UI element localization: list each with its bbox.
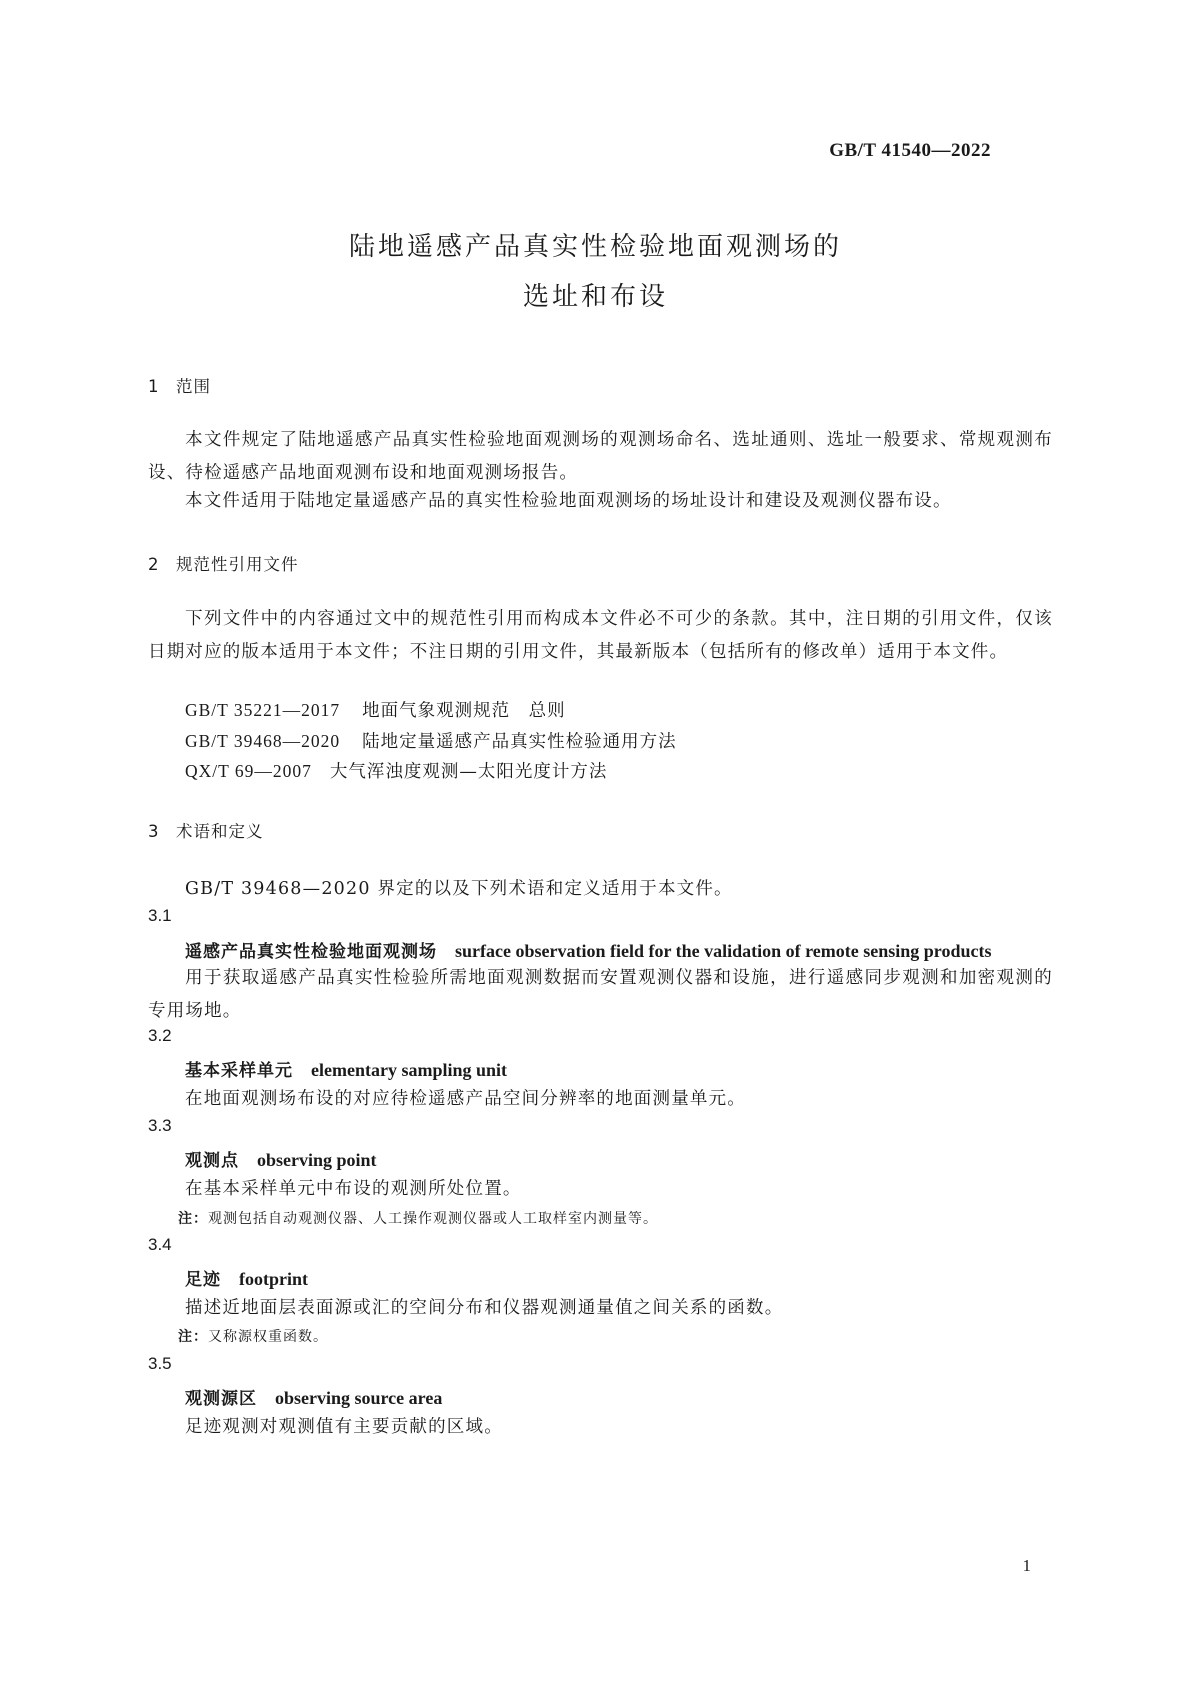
section-1-heading <box>148 373 211 397</box>
reference-code: GB/T 39468—2020 <box>185 731 341 751</box>
term-entry <box>185 937 991 962</box>
standard-number: GB/T 41540—2022 <box>829 140 991 161</box>
term-english: surface observation field for the validation of remote sensing products <box>455 941 992 961</box>
term-chinese: 观测点 <box>185 1151 239 1171</box>
page-number: 1 <box>1022 1556 1031 1575</box>
note-label: 注： <box>178 1329 208 1345</box>
reference-code: GB/T 35221—2017 <box>185 700 341 720</box>
term-english: footprint <box>239 1269 308 1289</box>
reference-title: 大气浑浊度观测—太阳光度计方法 <box>329 762 608 782</box>
section-title: 范围 <box>176 377 211 396</box>
document-title-line2: 选址和布设 <box>522 282 668 312</box>
clause-number: 3.4 <box>148 1235 172 1254</box>
term-definition: 用于获取遥感产品真实性检验所需地面观测数据而安置观测仪器和设施，进行遥感同步观测和加密观测的专用场地。 <box>148 968 1053 1021</box>
reference-title: 地面气象观测规范 总则 <box>362 701 566 721</box>
term-definition: 在地面观测场布设的对应待检遥感产品空间分辨率的地面测量单元。 <box>185 1089 746 1109</box>
term-english: observing source area <box>275 1388 443 1408</box>
normative-reference <box>185 697 566 722</box>
term-entry <box>185 1146 377 1171</box>
term-chinese: 足迹 <box>185 1270 221 1290</box>
section-2-heading <box>148 551 299 575</box>
term-chinese: 观测源区 <box>185 1389 257 1409</box>
reference-title: 陆地定量遥感产品真实性检验通用方法 <box>362 732 677 752</box>
term-entry <box>185 1384 442 1409</box>
term-english: elementary sampling unit <box>311 1060 507 1080</box>
term-definition: 足迹观测对观测值有主要贡献的区域。 <box>185 1417 503 1437</box>
section-title: 规范性引用文件 <box>176 555 299 574</box>
normative-reference <box>185 728 677 753</box>
section-number: 1 <box>148 377 160 396</box>
normative-reference <box>185 758 607 783</box>
term-note <box>178 1326 328 1346</box>
term-definition: 描述近地面层表面源或汇的空间分布和仪器观测通量值之间关系的函数。 <box>185 1298 784 1318</box>
note-label: 注： <box>178 1211 208 1227</box>
clause-number: 3.3 <box>148 1116 172 1135</box>
term-entry <box>185 1056 507 1081</box>
term-english: observing point <box>257 1150 377 1170</box>
note-text: 又称源权重函数。 <box>208 1329 328 1345</box>
section-number: 3 <box>148 822 160 841</box>
term-definition: 在基本采样单元中布设的观测所处位置。 <box>185 1179 522 1199</box>
clause-number: 3.2 <box>148 1026 172 1045</box>
section-2-paragraph-1: 下列文件中的内容通过文中的规范性引用而构成本文件必不可少的条款。其中，注日期的引用文件，仅该日期对应的版本适用于本文件；不注日期的引用文件，其最新版本（包括所有的修改单）适用于本文件。 <box>148 609 1053 662</box>
term-chinese: 基本采样单元 <box>185 1061 293 1081</box>
note-text: 观测包括自动观测仪器、人工操作观测仪器或人工取样室内测量等。 <box>208 1211 658 1227</box>
section-3-intro: GB/T 39468—2020 界定的以及下列术语和定义适用于本文件。 <box>185 879 733 899</box>
term-note <box>178 1208 658 1228</box>
clause-number: 3.1 <box>148 906 172 925</box>
document-title-line1: 陆地遥感产品真实性检验地面观测场的 <box>348 232 842 262</box>
section-title: 术语和定义 <box>176 822 264 841</box>
section-3-heading <box>148 818 264 842</box>
section-number: 2 <box>148 555 160 574</box>
reference-code: QX/T 69—2007 <box>185 761 312 781</box>
term-chinese: 遥感产品真实性检验地面观测场 <box>185 942 437 962</box>
term-entry <box>185 1265 308 1290</box>
section-1-paragraph-1: 本文件规定了陆地遥感产品真实性检验地面观测场的观测场命名、选址通则、选址一般要求、常规观测布设、待检遥感产品地面观测布设和地面观测场报告。 <box>148 430 1053 483</box>
section-1-paragraph-2: 本文件适用于陆地定量遥感产品的真实性检验地面观测场的场址设计和建设及观测仪器布设。 <box>185 491 952 511</box>
clause-number: 3.5 <box>148 1354 172 1373</box>
